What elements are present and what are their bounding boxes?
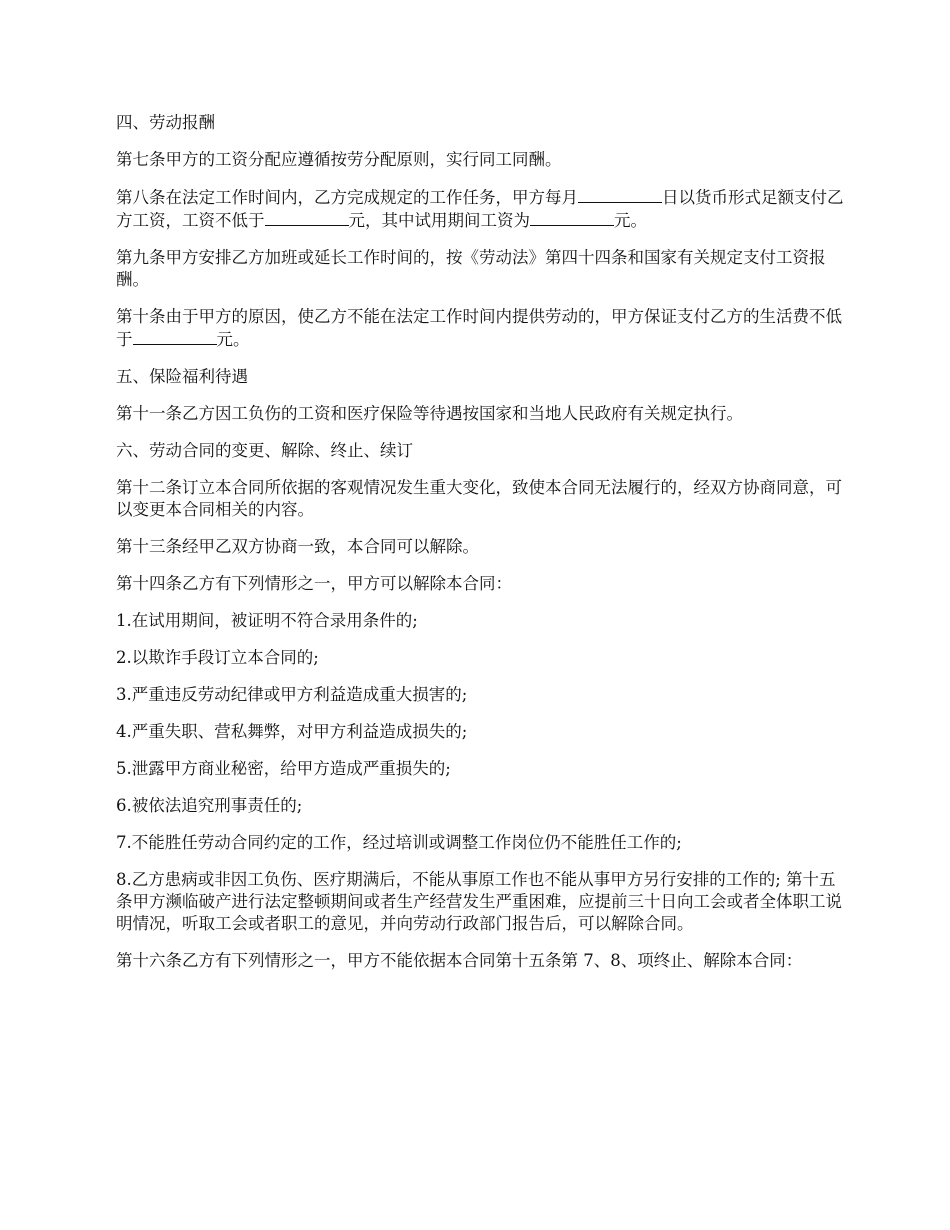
list-item-7: [116, 832, 846, 854]
text: 第七条甲方的工资分配应遵循按劳分配原则，实行同工同酬。: [116, 150, 562, 169]
text: 5.泄露甲方商业秘密，给甲方造成严重损失的;: [116, 759, 451, 778]
text: 1.在试用期间，被证明不符合录用条件的;: [116, 611, 418, 630]
text: 第十一条乙方因工负伤的工资和医疗保险等待遇按国家和当地人民政府有关规定执行。: [116, 404, 743, 423]
section-heading-4: [116, 112, 846, 134]
article-11: [116, 403, 846, 425]
article-9: [116, 247, 846, 291]
text: 第九条甲方安排乙方加班或延长工作时间的，按《劳动法》第四十四条和国家有关规定支付工资报酬。: [116, 248, 826, 289]
article-8: [116, 186, 846, 232]
list-item-5: [116, 758, 846, 780]
list-item-6: [116, 795, 846, 817]
text: 四、劳动报酬: [116, 113, 215, 132]
text: 元。: [614, 211, 647, 230]
text: 8.乙方患病或非因工负伤、医疗期满后，不能从事原工作也不能从事甲方另行安排的工作的; 第十五条甲方濒临破产进行法定整顿期间或者生产经营发生严重困难，应提前三十日向工会或者全体职工说明情况，听取工会或者职工的意见，并向劳动行政部门报告后，可以解除合同。: [116, 870, 842, 933]
text: 第十四条乙方有下列情形之一，甲方可以解除本合同：: [116, 574, 512, 593]
list-item-3: [116, 684, 846, 706]
blank-living-allowance-field[interactable]: [133, 328, 217, 345]
blank-payday-field[interactable]: [578, 186, 662, 203]
list-item-4: [116, 721, 846, 743]
text: 6.被依法追究刑事责任的;: [116, 796, 303, 815]
text: 第十六条乙方有下列情形之一，甲方不能依据本合同第十五条第 7、8、项终止、解除本合同：: [116, 951, 803, 970]
article-16: [116, 950, 846, 972]
text: 第十二条订立本合同所依据的客观情况发生重大变化，致使本合同无法履行的，经双方协商同意，可以变更本合同相关的内容。: [116, 478, 842, 519]
text: 4.严重失职、营私舞弊，对甲方利益造成损失的;: [116, 722, 468, 741]
document-page: [116, 112, 846, 987]
article-7: [116, 149, 846, 171]
text: 五、保险福利待遇: [116, 367, 248, 386]
article-12: [116, 477, 846, 521]
list-item-8: [116, 869, 846, 935]
text: 第十三条经甲乙双方协商一致，本合同可以解除。: [116, 537, 479, 556]
text: 日以货币形式足额支付乙方工资，工资不低于: [116, 188, 844, 230]
text: 元，其中试用期间工资为: [348, 211, 530, 230]
text: 7.不能胜任劳动合同约定的工作，经过培训或调整工作岗位仍不能胜任工作的;: [116, 833, 682, 852]
article-14: [116, 573, 846, 595]
text: 第八条在法定工作时间内，乙方完成规定的工作任务，甲方每月: [116, 188, 578, 207]
text: 元。: [216, 330, 250, 349]
blank-probation-wage-field[interactable]: [530, 209, 614, 226]
list-item-2: [116, 647, 846, 669]
text: 2.以欺诈手段订立本合同的;: [116, 648, 319, 667]
blank-min-wage-field[interactable]: [265, 209, 349, 226]
section-heading-5: [116, 366, 846, 388]
text: 六、劳动合同的变更、解除、终止、续订: [116, 441, 413, 460]
text: 3.严重违反劳动纪律或甲方利益造成重大损害的;: [116, 685, 468, 704]
article-13: [116, 536, 846, 558]
article-10: [116, 306, 846, 351]
list-item-1: [116, 610, 846, 632]
text: 第十条由于甲方的原因，使乙方不能在法定工作时间内提供劳动的，甲方保证支付乙方的生活费不低于: [116, 307, 842, 349]
section-heading-6: [116, 440, 846, 462]
